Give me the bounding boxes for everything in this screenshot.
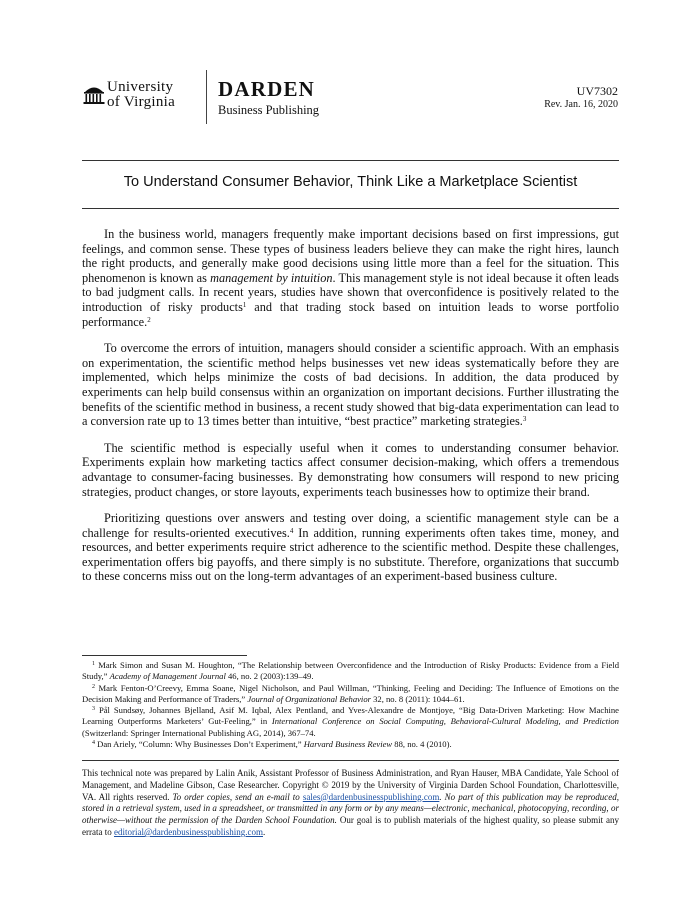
paragraph-3 [82,441,619,499]
footnote-1 [82,660,619,683]
p2-text: To overcome the errors of intuition, managers should consider a scientific approach. With an emphasis on experimentation, the scientific method helps businesses vet new ideas systematically before they are implemented, which helps minimize the costs of bad decisions. In addition, the data produced by experiments can help build consensus within an organization on important decisions. Further illustrating the benefits of the scientific method in business, a recent study showed that big-data experimentation can lead to a conversion rate up to 13 times better than intuitive, “best practice” marketing strategies. [82,341,619,429]
footnote-4-text-a: Dan Ariely, “Column: Why Businesses Don’t Experiment,” [95,739,304,750]
rotunda-icon [83,83,105,105]
footer-order-text: To order copies, send an e-mail to [172,791,303,802]
p4-text-a: Prioritizing questions over answers and testing over doing, a scientific management style can be a challenge for results-oriented executives. [82,511,619,540]
footnote-ref-3: 3 [522,415,527,424]
darden-name: DARDEN [218,77,316,101]
footnote-2-journal: Journal of Organizational Behavior [247,693,371,704]
footnote-ref-2: 2 [147,315,151,324]
p1-text-b: . This management style is not ideal because it often leads to bad judgment calls. In recent years, studies have shown that overconfidence is positively related to the introduction of risky products [82,270,619,314]
footer-text-a: This technical note was prepared by Lalin Anik, Assistant Professor of Business Administration, and Ryan Hauser, MBA Candidate, Yale School of Management, and Madeline Gibson, Case Researcher. Copyright © 2019 by the University of Virginia Darden School Foundation, Charlottesville, VA. All rights reserved. [82,768,619,802]
uva-line1: University [107,79,174,95]
footnote-4-journal: Harvard Business Review [303,739,393,750]
p4-text-b: In addition, running experiments often takes time, money, and resources, and better experiments require strict adherence to the scientific method. Despite these challenges, experimentation offers big payoffs, and there simply is no substitute. Therefore, organizations that succumb to these concerns miss out on the long-term advantages of an experiment-based business culture. [82,525,619,584]
p3-text: The scientific method is especially useful when it comes to understanding consumer behavior. Experiments explain how marketing tactics affect consumer decision-making, which offers a tremendous advantage to consumer-facing businesses. By demonstrating how consumers will respond to new pricing strategies, product changes, or store layouts, experiments teach businesses how to optimize their brand. [82,440,619,499]
footnote-4-text-b: 88, no. 4 (2010). [392,739,452,750]
footnote-1-text-a: Mark Simon and Susan M. Houghton, “The Relationship between Overconfidence and the Introduction of Risky Products: Evidence from a Field Study,” [82,660,619,682]
footnote-1-number: 1 [92,661,95,667]
logo-divider [206,70,207,124]
footnote-4 [82,739,619,750]
paragraph-4 [82,511,619,584]
footer-rule [82,760,619,761]
title-rule-bottom [82,208,619,209]
footnote-1-journal: Academy of Management Journal [109,671,226,682]
uva-line2: of Virginia [107,94,176,110]
footnote-4-number: 4 [92,740,95,747]
p1-text-c: and that trading stock based on intuition leads to worse portfolio performance. [82,299,619,329]
footer-text-c: . [263,826,266,837]
footnote-rule [82,655,247,656]
uva-logo [83,80,198,120]
document-title: To Understand Consumer Behavior, Think Like a Marketplace Scientist [123,174,578,190]
footnote-1-text-b: 46, no. 2 (2003):139–49. [225,671,314,682]
sales-email-link[interactable]: sales@dardenbusinesspublishing.com [302,791,440,802]
case-id: UV7302 [576,84,618,98]
footnote-2-text-a: Mark Fenton-O’Creevy, Emma Soane, Nigel Nicholson, and Paul Willman, “Thinking, Feeling and Deciding: The Influence of Emotions on the Decision Making and Performance of Traders,” [82,682,619,704]
darden-subtitle: Business Publishing [218,103,320,117]
darden-logo [218,78,319,118]
footer-text-b: Our goal is to publish materials of the highest quality, so please submit any errata to [82,815,620,837]
paragraph-2 [82,341,619,429]
footnote-3-number: 3 [92,706,95,713]
editorial-email-link[interactable]: editorial@dardenbusinesspublishing.com [113,826,263,837]
footnote-2-text-b: 32, no. 8 (2011): 1044–61. [370,693,465,704]
footnote-2-number: 2 [92,683,95,690]
p1-emphasis: management by intuition [210,270,333,285]
title-rule-top [82,160,619,161]
footnotes [82,660,619,750]
footnote-ref-4: 4 [289,526,294,535]
paragraph-1 [82,227,619,329]
footnote-2 [82,683,619,706]
case-meta [544,84,618,111]
footnote-3 [82,705,619,739]
copyright-footer [82,768,619,839]
revision-date: Rev. Jan. 16, 2020 [544,99,618,110]
footnote-3-text-a: Pål Sundsøy, Johannes Bjelland, Asif M. Iqbal, Alex Pentland, and Yves-Alexandre de Montjoye, “Big Data-Driven Marketing: How Machine Learning Outperforms Marketers’ Gut-Feeling,” in [82,705,619,727]
footnote-3-text-b: (Switzerland: Springer International Publishing AG, 2014), 367–74. [82,727,316,738]
body-text [82,227,619,596]
p1-text-a: In the business world, managers frequently make important decisions based on first impressions, gut feelings, and common sense. These types of business leaders believe they can make the right hires, launch the right products, and generally make good decisions using little more than a feel for the situation. This phenomenon is known as [82,227,619,285]
footnote-3-conference: International Conference on Social Computing, Behavioral-Cultural Modeling, and Prediction [271,716,619,727]
footer-permission-text: . No part of this publication may be reproduced, stored in a retrieval system, used in a spreadsheet, or transmitted in any form or by any means—electronic, mechanical, photocopying, recording, or otherwise—without the permission of the Darden School Foundation. [82,791,620,826]
footnote-ref-1: 1 [242,300,247,309]
